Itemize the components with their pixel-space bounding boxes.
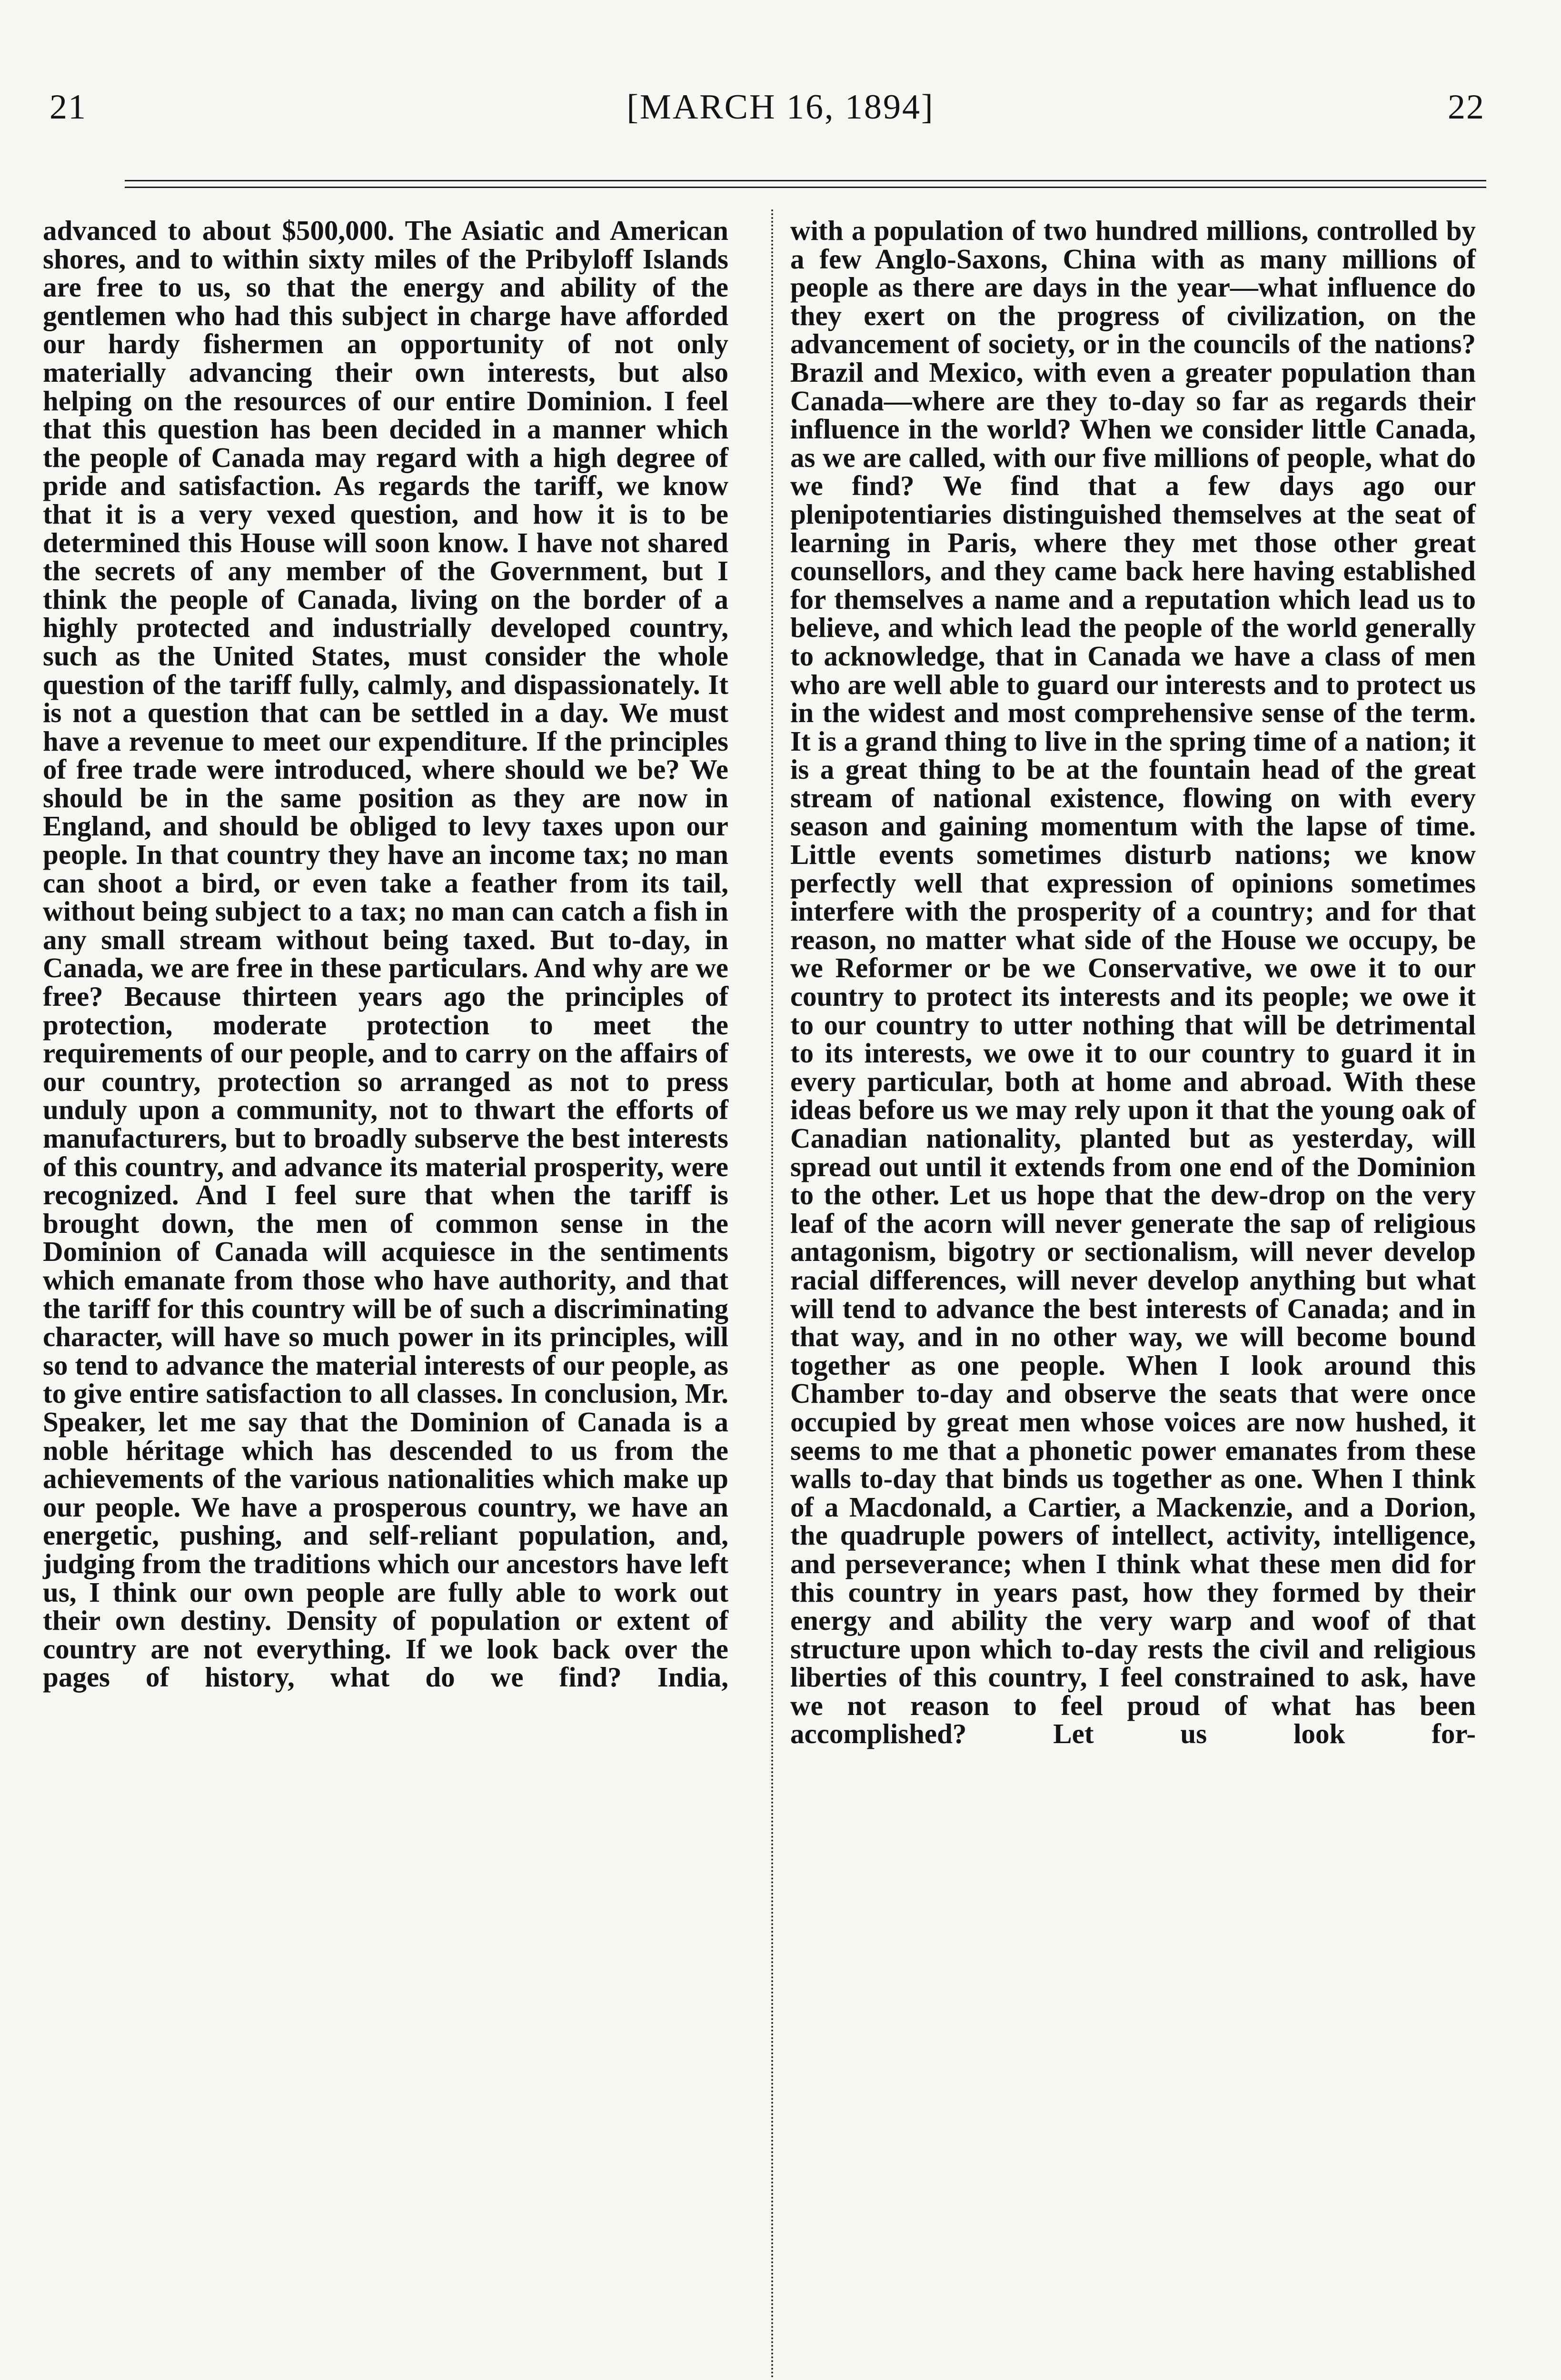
right-column-text: with a population of two hundred millions, controlled by a few Anglo-Saxons, China with as many millions of people as there are days in the year—what influence do they exert on the progress of civilization, on the advancement of society, or in the councils of the nations? Brazil and Mexico, with even a greater population than Canada—where are they to-day so far as regards their influence in the world? When we consider little Canada, as we are called, with our five millions of people, what do we find? We find that a few days ago our plenipotentiaries distinguished themselves at the seat of learning in Paris, where they met those other great counsellors, and they came back here having established for themselves a name and a reputation which lead us to believe, and which lead the people of the world generally to acknowledge, that in Canada we have a class of men who are well able to guard our interests and to protect us in the widest and most comprehensive sense of the term. It is a grand thing to live in the spring time of a nation; it is a great thing to be at the fountain head of the great stream of national existence, flowing on with every season and gaining momentum with the lapse of time. Little events sometimes disturb nations; we know perfectly well that expression of opinions sometimes interfere with the prosperity of a country; and for that reason, no matter what side of the House we occupy, be we Reformer or be we Conservative, we owe it to our country to protect its interests and its people; we owe it to our country to utter nothing that will be detrimental to its interests, we owe it to our country to guard it in every particular, both at home and abroad. With these ideas before us we may rely upon it that the young oak of Canadian nationality, planted but as yesterday, will spread out until it extends from one end of the Dominion to the other. Let us hope that the dew-drop on the very leaf of the acorn will never generate the sap of religious antagonism, bigotry or sectionalism, will never develop racial differences, will never develop anything but what will tend to advance the best interests of Canada; and in that way, and in no other way, we will become bound together as one people. When I look around this Chamber to-day and observe the seats that were once occupied by great men whose voices are now hushed, it seems to me that a phonetic power emanates from these walls to-day that binds us together as one. When I think of a Macdonald, a Cartier, a Mackenzie, and a Dorion, the quadruple powers of intellect, activity, intelligence, and perseverance; when I think what these men did for this country in years past, how they formed by their energy and ability the very warp and woof of that structure upon which to-day rests the civil and religious liberties of this country, I feel constrained to ask, have we not reason to feel proud of what has been accomplished? Let us look for- [790, 215, 1476, 1750]
right-column [790, 217, 1476, 1748]
page-header [0, 0, 1561, 157]
issue-date: [MARCH 16, 1894] [626, 88, 935, 127]
header-rule-bottom [125, 187, 1486, 188]
left-column-text: advanced to about $500,000. The Asiatic and American shores, and to within sixty miles of the Pribyloff Islands are free to us, so that the energy and ability of the gentlemen who had this subject in charge have afforded our hardy fishermen an opportunity of not only materially advancing their own interests, but also helping on the resources of our entire Dominion. I feel that this question has been decided in a manner which the people of Canada may regard with a high degree of pride and satisfaction. As regards the tariff, we know that it is a very vexed question, and how it is to be determined this House will soon know. I have not shared the secrets of any member of the Government, but I think the people of Canada, living on the border of a highly protected and industrially developed country, such as the United States, must consider the whole question of the tariff fully, calmly, and dispassionately. It is not a question that can be settled in a day. We must have a revenue to meet our expenditure. If the principles of free trade were introduced, where should we be? We should be in the same position as they are now in England, and should be obliged to levy taxes upon our people. In that country they have an income tax; no man can shoot a bird, or even take a feather from its tail, without being subject to a tax; no man can catch a fish in any small stream without being taxed. But to-day, in Canada, we are free in these particulars. And why are we free? Because thirteen years ago the principles of protection, moderate protection to meet the requirements of our people, and to carry on the affairs of our country, protection so arranged as not to press unduly upon a community, not to thwart the efforts of manufacturers, but to broadly subserve the best interests of this country, and advance its material prosperity, were recognized. And I feel sure that when the tariff is brought down, the men of common sense in the Dominion of Canada will acquiesce in the sentiments which emanate from those who have authority, and that the tariff for this country will be of such a discriminating character, will have so much power in its principles, will so tend to advance the material interests of our people, as to give entire satisfaction to all classes. In conclusion, Mr. Speaker, let me say that the Dominion of Canada is a noble héritage which has descended to us from the achievements of the various nationalities which make up our people. We have a prosperous country, we have an energetic, pushing, and self-reliant population, and, judging from the traditions which our ancestors have left us, I think our own people are fully able to work out their own destiny. Density of population or extent of country are not everything. If we look back over the pages of history, what do we find? India, [43, 215, 728, 1693]
page-number-right: 22 [1448, 88, 1485, 127]
column-divider [771, 209, 773, 2380]
page-number-left: 21 [50, 88, 87, 127]
left-column [43, 217, 728, 1692]
header-rule-top [125, 180, 1486, 181]
